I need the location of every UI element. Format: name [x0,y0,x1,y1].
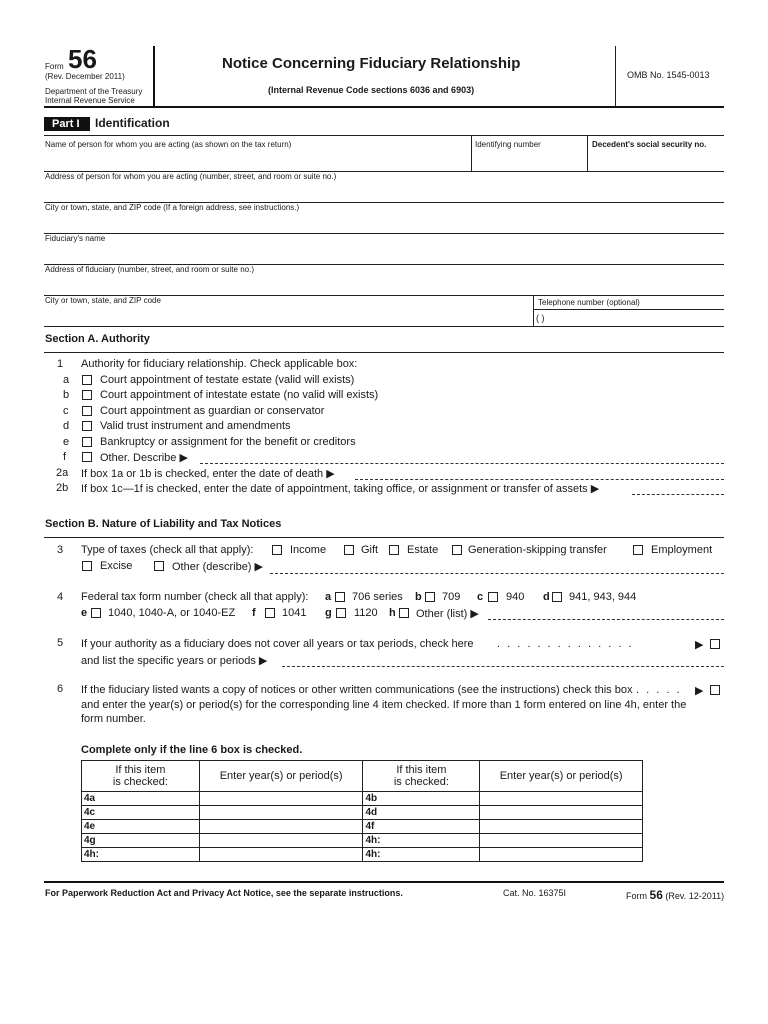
fiduciary-name-label: Fiduciary's name [45,234,106,243]
row-left-label: 4h: [82,848,200,862]
form-941-checkbox[interactable] [552,592,562,602]
line5-number: 5 [57,637,64,649]
form-c-letter: c [477,591,484,603]
form-1040-checkbox[interactable] [91,608,101,618]
omb-number: OMB No. 1545-0013 [627,70,710,80]
agency: Internal Revenue Service [45,96,135,105]
row-left-period-input[interactable] [199,806,363,820]
form-709-checkbox[interactable] [425,592,435,602]
periods-table [81,760,643,862]
row-right-period-input[interactable] [480,806,643,820]
line6-number: 6 [57,683,64,695]
line1d-letter: d [63,420,70,432]
line1b-checkbox[interactable] [82,390,92,400]
row-right-period-input[interactable] [480,820,643,834]
line3-number: 3 [57,544,64,556]
form-1041-label: 1041 [282,607,307,619]
income-label: Income [290,544,327,556]
table-note: Complete only if the line 6 box is checked. [81,744,303,756]
line6-text3: form number. [81,713,146,725]
line1f-checkbox[interactable] [82,452,92,462]
section-b-title: Section B. Nature of Liability and Tax Notices [45,518,282,530]
line1a-checkbox[interactable] [82,375,92,385]
city-fiduciary-label: City or town, state, and ZIP code [45,296,161,305]
row-right-label: 4f [363,820,480,834]
line1-text: Authority for fiduciary relationship. Check applicable box: [81,358,358,370]
row-right-period-input[interactable] [480,848,643,862]
line1a-text: Court appointment of testate estate (valid will exists) [100,374,355,386]
address-person-label: Address of person for whom you are acting (number, street, and room or suite no.) [45,172,337,181]
city-fiduciary-field[interactable] [44,296,532,326]
line5-arrow: ▶ [695,639,704,651]
row-right-label: 4d [363,806,480,820]
line5-leader: . . . . . . . . . . . . . . [497,638,634,650]
gift-checkbox[interactable] [344,545,354,555]
line6-arrow: ▶ [695,685,704,697]
line1c-letter: c [63,405,69,417]
form-g-letter: g [325,607,332,619]
decedent-ssn-field[interactable] [588,136,724,171]
line6-leader: . . . . . [636,684,682,696]
line1c-text: Court appointment as guardian or conservator [100,405,325,417]
employment-checkbox[interactable] [633,545,643,555]
telephone-label: Telephone number (optional) [538,298,640,307]
line3-text: Type of taxes (check all that apply): [81,544,254,556]
line4-text: Federal tax form number (check all that apply): [81,591,309,603]
table-header-checked-right: If this item is checked: [363,761,480,792]
table-header-checked-left: If this item is checked: [82,761,200,792]
row-left-period-input[interactable] [199,792,363,806]
line1e-checkbox[interactable] [82,437,92,447]
row-left-label: 4e [82,820,200,834]
row-left-period-input[interactable] [199,834,363,848]
line1c-checkbox[interactable] [82,406,92,416]
line1b-text: Court appointment of intestate estate (no valid will exists) [100,389,379,401]
form-706-label: 706 series [352,591,403,603]
table-header-periods-left: Enter year(s) or period(s) [199,761,363,792]
name-person-label: Name of person for whom you are acting (as shown on the tax return) [45,140,292,149]
other-tax-label: Other (describe) ▶ [172,561,263,573]
table-header-periods-right: Enter year(s) or period(s) [480,761,643,792]
identifying-number-label: Identifying number [475,140,541,149]
line6-text2: and enter the year(s) or period(s) for the corresponding line 4 item checked. If more than 1 form entered on line 4h, enter the [81,699,687,711]
form-1041-checkbox[interactable] [265,608,275,618]
line1d-checkbox[interactable] [82,421,92,431]
form-label: Form [45,62,64,71]
form-706-checkbox[interactable] [335,592,345,602]
line2b-number: 2b [56,482,69,494]
address-fiduciary-field[interactable] [44,265,724,295]
form-709-label: 709 [442,591,461,603]
line5-checkbox[interactable] [710,639,720,649]
fiduciary-name-field[interactable] [44,234,724,264]
excise-label: Excise [100,560,133,572]
section-a-title: Section A. Authority [45,333,150,345]
table-row [82,806,643,820]
address-fiduciary-label: Address of fiduciary (number, street, and room or suite no.) [45,265,254,274]
decedent-ssn-label: Decedent's social security no. [592,140,707,149]
gst-checkbox[interactable] [452,545,462,555]
line2b-text: If box 1c—1f is checked, enter the date of appointment, taking office, or assignment or transfer of assets ▶ [81,483,600,495]
row-left-label: 4g [82,834,200,848]
line4-number: 4 [57,591,64,603]
line1e-text: Bankruptcy or assignment for the benefit or creditors [100,436,356,448]
form-941-label: 941, 943, 944 [569,591,637,603]
line1f-letter: f [63,451,67,463]
line1f-describe-field[interactable] [200,463,724,464]
line1-number: 1 [57,358,64,370]
address-person-field[interactable] [44,172,724,202]
form-1040-label: 1040, 1040-A, or 1040-EZ [108,607,236,619]
name-person-field[interactable] [44,136,470,171]
revision-date: (Rev. December 2011) [45,72,125,81]
row-left-label: 4a [82,792,200,806]
telephone-field[interactable]: ( ) [536,313,545,323]
table-row [82,834,643,848]
form-1120-checkbox[interactable] [336,608,346,618]
city-person-label: City or town, state, and ZIP code (If a foreign address, see instructions.) [45,203,300,212]
form-number: 56 [68,44,97,74]
other-tax-checkbox[interactable] [154,561,164,571]
line5-text: If your authority as a fiduciary does not cover all years or tax periods, check here [81,638,474,650]
line6-checkbox[interactable] [710,685,720,695]
line2b-date-field[interactable] [632,494,724,495]
form-other-checkbox[interactable] [399,608,409,618]
footer-notice: For Paperwork Reduction Act and Privacy Act Notice, see the separate instructions. [45,888,403,898]
form-a-letter: a [325,591,332,603]
line5-periods-field[interactable] [282,666,724,667]
form-b-letter: b [415,591,422,603]
form-1120-label: 1120 [354,607,378,619]
form-940-checkbox[interactable] [488,592,498,602]
table-row [82,848,643,862]
line6-text: If the fiduciary listed wants a copy of notices or other written communications (see the instructions) check this box [81,684,633,696]
form-f-letter: f [252,607,256,619]
footer-cat-number: Cat. No. 16375I [503,888,567,898]
part-badge: Part I [44,117,90,131]
table-row [82,820,643,834]
excise-checkbox[interactable] [82,561,92,571]
line1d-text: Valid trust instrument and amendments [100,420,291,432]
line1b-letter: b [63,389,70,401]
gst-label: Generation-skipping transfer [468,544,607,556]
department: Department of the Treasury [45,87,143,96]
estate-label: Estate [407,544,439,556]
footer-form-id: Form 56 (Rev. 12-2011) [626,888,725,902]
row-left-period-input[interactable] [199,820,363,834]
line2a-date-field[interactable] [355,479,724,480]
form-other-label: Other (list) ▶ [416,608,479,620]
line2a-number: 2a [56,467,69,479]
row-left-label: 4c [82,806,200,820]
line2a-text: If box 1a or 1b is checked, enter the date of death ▶ [81,468,335,480]
line1e-letter: e [63,436,70,448]
line1a-letter: a [63,374,70,386]
income-checkbox[interactable] [272,545,282,555]
row-right-period-input[interactable] [480,834,643,848]
form-940-label: 940 [506,591,525,603]
form-h-letter: h [389,607,396,619]
row-right-label: 4h: [363,834,480,848]
form-other-list-field[interactable] [488,619,724,620]
gift-label: Gift [361,544,379,556]
row-right-label: 4h: [363,848,480,862]
line5-text2: and list the specific years or periods ▶ [81,655,268,667]
identifying-number-field[interactable] [472,136,586,171]
row-left-period-input[interactable] [199,848,363,862]
form-d-letter: d [543,591,550,603]
line1f-text: Other. Describe ▶ [100,452,188,464]
row-right-label: 4b [363,792,480,806]
table-row [82,792,643,806]
other-tax-describe-field[interactable] [270,573,724,574]
city-person-field[interactable] [44,203,724,233]
part-title: Identification [95,116,170,130]
form-e-letter: e [81,607,88,619]
form-subtitle: (Internal Revenue Code sections 6036 and 6903) [268,85,475,95]
row-right-period-input[interactable] [480,792,643,806]
estate-checkbox[interactable] [389,545,399,555]
employment-label: Employment [651,544,713,556]
form-title: Notice Concerning Fiduciary Relationship [222,55,521,72]
